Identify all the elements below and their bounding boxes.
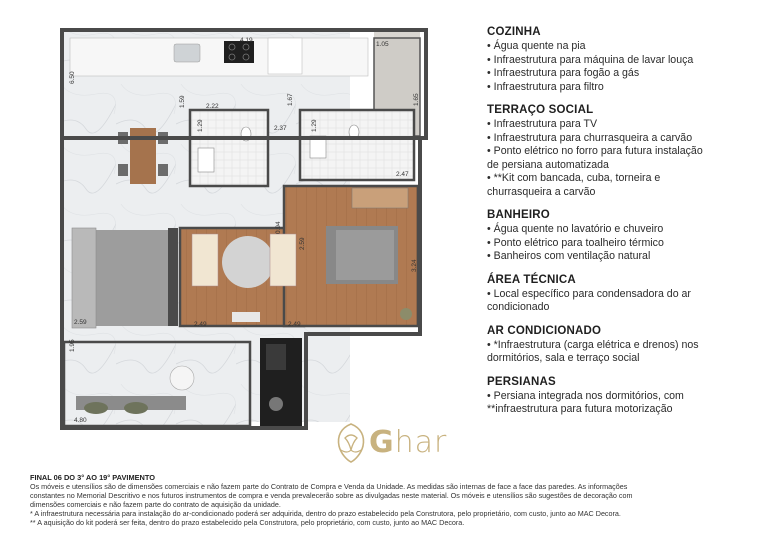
sink xyxy=(174,44,200,62)
dining-chair xyxy=(158,164,168,176)
feature-item: • Infraestrutura para churrasqueira a carvão xyxy=(487,131,693,144)
footnotes xyxy=(30,473,760,527)
feature-item: • Local específico para condensadora do ar xyxy=(487,287,691,300)
plant xyxy=(124,402,148,414)
single-bed xyxy=(270,234,296,286)
feature-item: • Infraestrutura para filtro xyxy=(487,80,604,93)
bed-linen xyxy=(336,230,394,280)
single-bed xyxy=(192,234,218,286)
section-title: ÁREA TÉCNICA xyxy=(487,273,576,286)
section-ar-condicionado xyxy=(487,325,759,366)
feature-item: • Infraestrutura para fogão a gás xyxy=(487,67,640,79)
feature-item: dormitórios, sala e terraço social xyxy=(487,352,640,364)
floor-plan xyxy=(56,24,428,436)
dim-label: 1.29 xyxy=(311,119,318,132)
section-area-tecnica xyxy=(487,274,759,315)
feature-item: • Ponto elétrico no forro para futura instalação xyxy=(487,145,703,157)
note-line: constantes no Memorial Descritivo e nos futuros instrumentos de compra e venda prevalecerão sobre as divulgadas neste material. Os móveis e utensílios são sugestões de decoração com xyxy=(30,491,633,500)
feature-item: condicionado xyxy=(487,301,550,313)
dim-label: 2.59 xyxy=(299,237,306,250)
fridge xyxy=(268,38,302,74)
features-list xyxy=(487,26,759,427)
dim-label: 2.59 xyxy=(74,319,87,326)
note-line: ** A aquisição do kit poderá ser feita, dentro do prazo estabelecido pela Construtora, pelo proprietário, com custo, junto ao MAC Decora. xyxy=(30,518,465,527)
note-line: * A infraestrutura necessária para instalação do ar-condicionado poderá ser adquirida, dentro do prazo estabelecido pela Construtora, pelo proprietário, com custo, junto ao MAC Decora. xyxy=(30,509,621,518)
feature-item: • Infraestrutura para máquina de lavar louça xyxy=(487,53,694,66)
dim-label: 1.65 xyxy=(413,93,420,106)
feature-item: • Ponto elétrico para toalheiro térmico xyxy=(487,236,664,249)
cooktop xyxy=(224,41,254,63)
section-persianas xyxy=(487,376,759,417)
feature-item: • *Infraestrutura (carga elétrica e drenos) nos xyxy=(487,338,699,351)
plant xyxy=(400,308,412,320)
dim-label: 4.19 xyxy=(240,37,253,44)
dim-label: 6.50 xyxy=(69,71,76,84)
logo-letter: G xyxy=(369,425,395,460)
dim-label: 2.22 xyxy=(206,103,219,110)
terrace-table xyxy=(170,366,194,390)
brand-logo xyxy=(333,420,493,468)
section-title: TERRAÇO SOCIAL xyxy=(487,104,594,116)
feature-item: • Banheiros com ventilação natural xyxy=(487,250,651,262)
dim-label: 1.67 xyxy=(287,93,294,106)
note-line: Os móveis e utensílios são de dimensões comerciais e não fazem parte do Contrato de Compra e Venda da Unidade. As medidas são internas de face a face das paredes. As informações xyxy=(30,482,628,491)
logo-rest: har xyxy=(394,425,448,460)
tv-console xyxy=(168,228,178,326)
sofa xyxy=(72,228,96,328)
section-terraco-social xyxy=(487,104,759,199)
logo-wordmark xyxy=(369,425,447,460)
notes-heading: FINAL 06 DO 3° AO 19° PAVIMENTO xyxy=(30,473,156,482)
section-title: AR CONDICIONADO xyxy=(487,324,602,337)
round-rug xyxy=(222,236,274,288)
dim-label: 1.59 xyxy=(179,95,186,108)
desk xyxy=(232,312,260,322)
feature-item: • **Kit com bancada, cuba, torneira e xyxy=(487,172,661,184)
feature-item: • Água quente no lavatório e chuveiro xyxy=(487,223,664,235)
basin xyxy=(198,148,214,172)
bbq-sink xyxy=(269,397,283,411)
feature-item: de persiana automatizada xyxy=(487,158,609,171)
bbq-grill xyxy=(266,344,286,370)
plant xyxy=(84,402,108,414)
dim-label: 1.05 xyxy=(376,41,389,48)
section-title: COZINHA xyxy=(487,26,541,38)
lion-emblem-icon xyxy=(333,420,369,464)
dim-label: 2.49 xyxy=(194,321,207,328)
dim-label: 2.49 xyxy=(288,321,301,328)
section-banheiro xyxy=(487,209,759,264)
section-title: PERSIANAS xyxy=(487,375,556,388)
dim-label: 1.29 xyxy=(197,119,204,132)
feature-item: **infraestrutura para futura motorização xyxy=(487,403,673,415)
kitchen-counter xyxy=(70,38,368,76)
section-cozinha xyxy=(487,26,759,94)
dim-label: 0.94 xyxy=(275,221,282,234)
dim-label: 3.24 xyxy=(411,259,418,272)
feature-item: • Infraestrutura para TV xyxy=(487,118,598,130)
dim-label: 2.37 xyxy=(274,125,287,132)
dim-label: 1.95 xyxy=(69,339,76,352)
feature-item: churrasqueira a carvão xyxy=(487,185,596,198)
note-line: dimensões comerciais e não fazem parte do contrato de aquisição da unidade. xyxy=(30,500,281,509)
dining-chair xyxy=(118,164,128,176)
feature-item: • Persiana integrada nos dormitórios, com xyxy=(487,389,684,402)
dim-label: 2.47 xyxy=(396,171,409,178)
feature-item: • Água quente na pia xyxy=(487,40,586,52)
section-title: BANHEIRO xyxy=(487,209,550,221)
living-rug xyxy=(90,230,176,326)
dim-label: 4.80 xyxy=(74,417,87,424)
wardrobe xyxy=(352,188,408,208)
